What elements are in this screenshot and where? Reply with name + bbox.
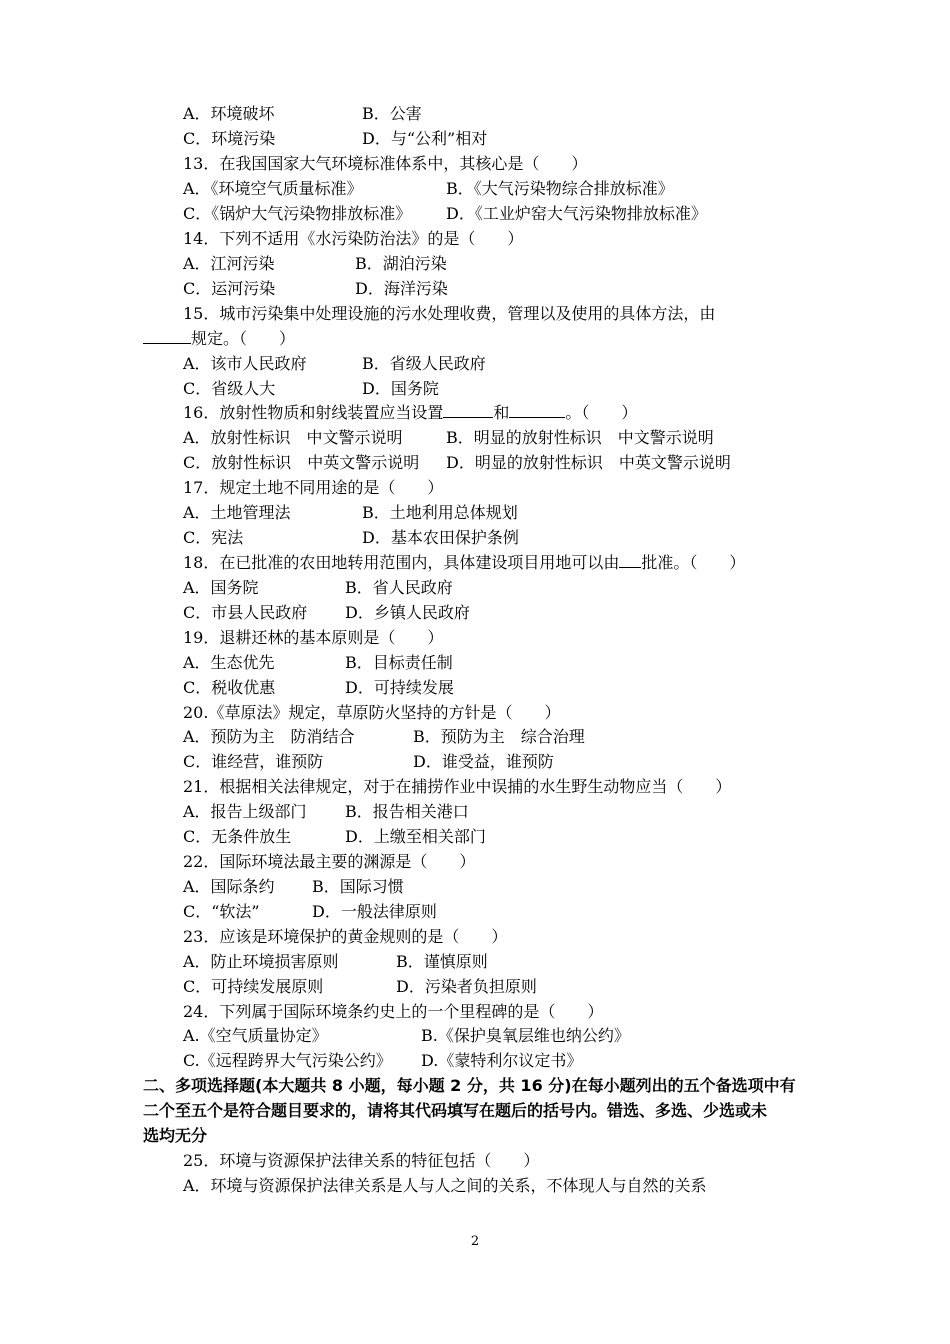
option-a: A．《环境空气质量标准》 [183,179,363,198]
question-16-stem-end: 。（ ） [565,403,638,422]
option-d: D．一般法律原则 [312,902,437,921]
question-19-stem: 19．退耕还林的基本原则是（ ） [183,628,444,647]
option-c: C．运河污染 [183,279,276,298]
option-c: C．无条件放生 [183,827,292,846]
option-b: B．省人民政府 [345,578,453,597]
option-b: B．湖泊污染 [355,254,447,273]
option-d: D．与“公利”相对 [362,129,488,148]
option-c: C．税收优惠 [183,678,276,697]
option-c: C．《锅炉大气污染物排放标准》 [183,204,412,223]
option-a: A．江河污染 [183,254,275,273]
question-21-stem: 21．根据相关法律规定，对于在捕捞作业中误捕的水生野生动物应当（ ） [183,777,732,796]
option-a: A．环境与资源保护法律关系是人与人之间的关系，不体现人与自然的关系 [183,1176,707,1195]
question-23-stem: 23．应该是环境保护的黄金规则的是（ ） [183,927,508,946]
section-heading-line-2: 二个至五个是符合题目要求的，请将其代码填写在题后的括号内。错选、多选、少选或未 [143,1101,768,1120]
option-b: B．公害 [362,104,422,123]
option-d: D．乡镇人民政府 [345,603,470,622]
option-c: C．放射性标识 中英文警示说明 [183,453,420,472]
option-b: B．《大气污染物综合排放标准》 [446,179,674,198]
option-c: C．环境污染 [183,129,276,148]
option-a: A．环境破坏 [183,104,275,123]
question-14-stem: 14．下列不适用《水污染防治法》的是（ ） [183,229,524,248]
option-b: B．土地利用总体规划 [362,503,518,522]
option-b: B．预防为主 综合治理 [413,727,585,746]
option-c: C．可持续发展原则 [183,977,324,996]
option-d: D．海洋污染 [355,279,448,298]
option-a: A．生态优先 [183,653,275,672]
question-16-and: 和 [493,403,510,422]
option-b: B．省级人民政府 [362,354,486,373]
option-a: A．国际条约 [183,877,275,896]
answer-blank [443,400,493,418]
option-c: C．“软法” [183,902,260,921]
option-b: B.《保护臭氧层维也纳公约》 [421,1026,630,1045]
option-d: D.《蒙特利尔议定书》 [421,1051,583,1070]
question-15-stem: 15．城市污染集中处理设施的污水处理收费，管理以及使用的具体方法，由 [183,304,716,323]
option-b: B．明显的放射性标识 中文警示说明 [446,428,714,447]
question-16-stem: 16．放射性物质和射线装置应当设置 [183,403,444,422]
option-b: B．报告相关港口 [345,802,469,821]
option-a: A．国务院 [183,578,259,597]
option-d: D．污染者负担原则 [396,977,537,996]
question-15-stem-end: 规定。（ ） [191,329,296,348]
question-22-stem: 22．国际环境法最主要的渊源是（ ） [183,852,476,871]
page-number: 2 [470,1234,480,1249]
section-heading-line-1: 二、多项选择题(本大题共 8 小题，每小题 2 分，共 16 分)在每小题列出的五个备选项中有 [143,1076,796,1095]
option-a: A．防止环境损害原则 [183,952,339,971]
option-c: C．谁经营，谁预防 [183,752,324,771]
option-b: B．国际习惯 [312,877,404,896]
option-d: D．《工业炉窑大气污染物排放标准》 [446,204,707,223]
option-a: A．报告上级部门 [183,802,307,821]
question-20-stem: 20.《草原法》规定，草原防火坚持的方针是（ ） [183,703,561,722]
option-a: A．放射性标识 中文警示说明 [183,428,403,447]
option-c: C．宪法 [183,528,244,547]
question-17-stem: 17．规定土地不同用途的是（ ） [183,478,444,497]
option-c: C.《远程跨界大气污染公约》 [183,1051,392,1070]
question-13-stem: 13．在我国国家大气环境标准体系中，其核心是（ ） [183,154,588,173]
question-18-stem-end: 批准。（ ） [641,553,746,572]
option-d: D．国务院 [362,379,439,398]
option-a: A．该市人民政府 [183,354,307,373]
option-d: D．基本农田保护条例 [362,528,519,547]
option-d: D．谁受益，谁预防 [413,752,554,771]
answer-blank [143,326,191,344]
answer-blank [619,550,641,568]
question-25-stem: 25．环境与资源保护法律关系的特征包括（ ） [183,1151,540,1170]
section-heading-line-3: 选均无分 [143,1126,208,1145]
question-24-stem: 24．下列属于国际环境条约史上的一个里程碑的是（ ） [183,1002,604,1021]
option-b: B．目标责任制 [345,653,453,672]
option-c: C．省级人大 [183,379,276,398]
option-b: B．谨慎原则 [396,952,488,971]
option-d: D．上缴至相关部门 [345,827,486,846]
option-d: D．明显的放射性标识 中英文警示说明 [446,453,731,472]
option-d: D．可持续发展 [345,678,454,697]
option-a: A.《空气质量协定》 [183,1026,328,1045]
question-18-stem: 18．在已批准的农田地转用范围内，具体建设项目用地可以由 [183,553,620,572]
option-a: A．土地管理法 [183,503,291,522]
option-a: A．预防为主 防消结合 [183,727,355,746]
option-c: C．市县人民政府 [183,603,308,622]
answer-blank [509,400,565,418]
